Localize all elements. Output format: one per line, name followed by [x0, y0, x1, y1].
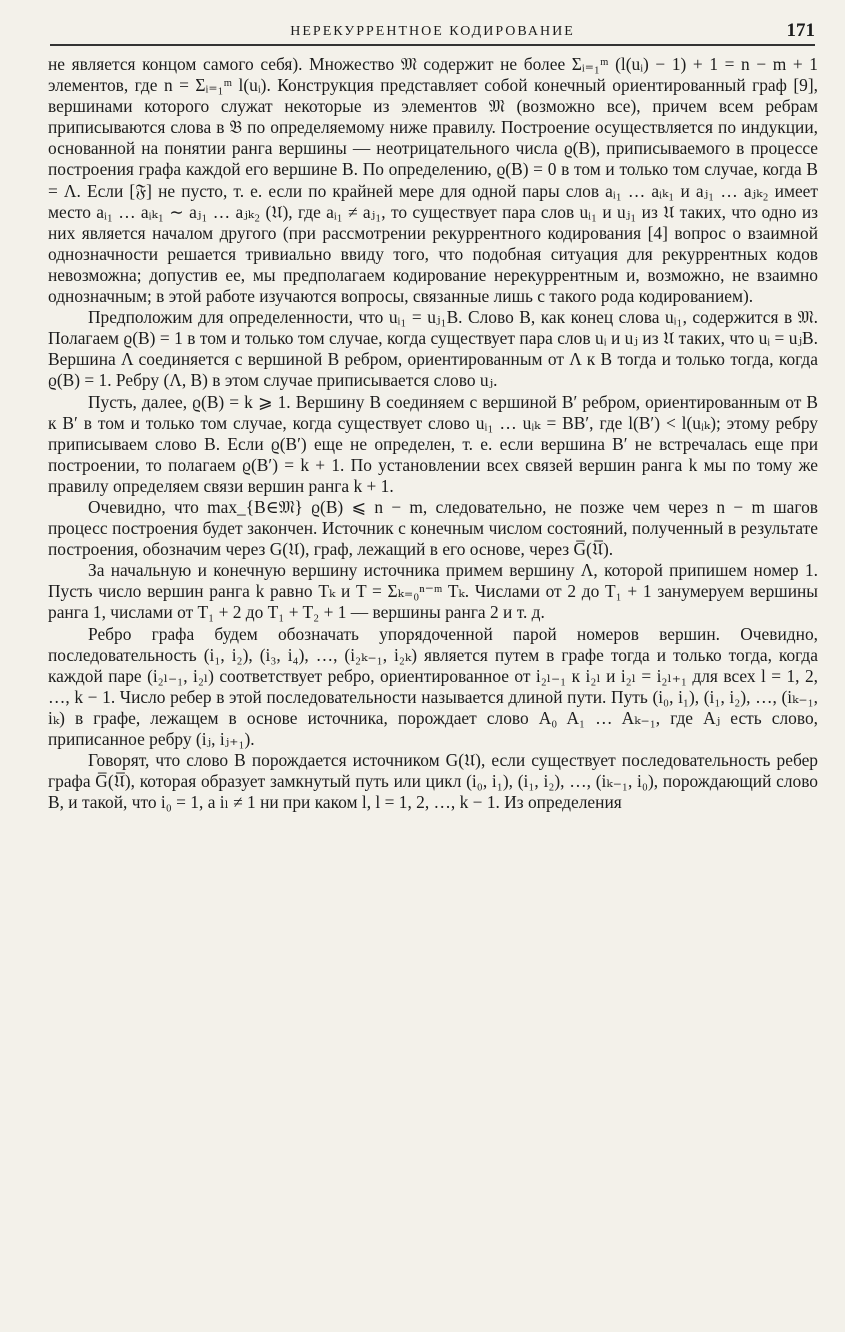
page-header [50, 22, 815, 46]
paragraph: Ребро графа будем обозначать упорядоченной парой номеров вершин. Очевидно, последовательность (i₁, i₂), (i₃, i₄), …, (i₂ₖ₋₁, i₂ₖ) является путем в графе тогда и только тогда, когда каждой паре (i₂ₗ₋₁, i₂ₗ) соответствует ребро, ориентированное от i₂ₗ₋₁ к i₂ₗ и i₂ₗ = i₂ₗ₊₁ для всех l = 1, 2, …, k − 1. Число ребер в этой последовательности называется длиной пути. Путь (i₀, i₁), (i₁, i₂), …, (iₖ₋₁, iₖ) в графе, лежащем в основе источника, порождает слово A₀ A₁ … Aₖ₋₁, где Aⱼ есть слово, приписанное ребру (iⱼ, iⱼ₊₁). [48, 623, 818, 749]
paragraph: За начальную и конечную вершину источника примем вершину Λ, которой припишем номер 1. Пусть число вершин ранга k равно Tₖ и T = Σₖ₌₀ⁿ⁻ᵐ Tₖ. Числами от 2 до T₁ + 1 занумеруем вершины ранга 1, числами от T₁ + 2 до T₁ + T₂ + 1 — вершины ранга 2 и т. д. [48, 560, 818, 623]
paragraph: не является концом самого себя). Множество 𝔐 содержит не более Σᵢ₌₁ᵐ (l(uᵢ) − 1) + 1 = n − m + 1 элементов, где n = Σᵢ₌₁ᵐ l(uᵢ). Конструкция представляет собой конечный ориентированный граф [9], вершинами которого служат некоторые из элементов 𝔐 (возможно все), причем всем ребрам приписываются слова в 𝔅 по определяемому ниже правилу. Построение осуществляется по индукции, основанной на понятии ранга вершины — неотрицательного числа ϱ(B), приписываемого в процессе построения графа каждой его вершине B. По определению, ϱ(B) = 0 в том и только том случае, когда B = Λ. Если [𝔉] не пусто, т. е. если по крайней мере для одной пары слов aᵢ₁ … aᵢₖ₁ и aⱼ₁ … aⱼₖ₂ имеет место aᵢ₁ … aᵢₖ₁ ∼ aⱼ₁ … aⱼₖ₂ (𝔘), где aᵢ₁ ≠ aⱼ₁, то существует пара слов uᵢ₁ и uⱼ₁ из 𝔘 таких, что одно из них является началом другого (при рассмотрении рекуррентного кодирования [4] вопрос о взаимной однозначности решается тривиально ввиду того, что подобная ситуация для рекуррентных кодов невозможна; допустив ее, мы предполагаем кодирование нерекуррентным и, возможно, не взаимно однозначным; в этой работе изучаются вопросы, связанные лишь с такого рода кодированием). [48, 54, 818, 307]
paragraph: Очевидно, что max_{B∈𝔐} ϱ(B) ⩽ n − m, следовательно, не позже чем через n − m шагов процесс построения будет закончен. Источник с конечным числом состояний, полученный в результате построения, обозначим через G(𝔘), граф, лежащий в его основе, через G̅(𝔘̅). [48, 496, 818, 560]
page-number: 171 [786, 20, 815, 41]
paragraph: Пусть, далее, ϱ(B) = k ⩾ 1. Вершину B соединяем с вершиной B′ ребром, ориентированным от B к B′ в том и только том случае, когда существует слово uᵢ₁ … uᵢₖ = BB′, где l(B′) < l(uᵢₖ); этому ребру приписываем слово B. Если ϱ(B′) еще не определен, т. е. если вершина B′ не встречалась еще при построении, то полагаем ϱ(B′) = k + 1. По установлении всех связей вершин ранга k мы по тому же правилу определяем связи вершин ранга k + 1. [48, 391, 818, 496]
paragraph: Говорят, что слово B порождается источником G(𝔘), если существует последовательность ребер графа G̅(𝔘̅), которая образует замкнутый путь или цикл (i₀, i₁), (i₁, i₂), …, (iₖ₋₁, i₀), порождающий слово B, и такой, что i₀ = 1, а iₗ ≠ 1 ни при каком l, l = 1, 2, …, k − 1. Из определения [48, 750, 818, 813]
page-body [48, 54, 818, 1322]
running-title: НЕРЕКУРРЕНТНОЕ КОДИРОВАНИЕ [290, 24, 575, 39]
paragraph: Предположим для определенности, что uᵢ₁ = uⱼ₁B. Слово B, как конец слова uᵢ₁, содержится в 𝔐. Полагаем ϱ(B) = 1 в том и только том случае, когда существует пара слов uᵢ и uⱼ из 𝔘 таких, что uᵢ = uⱼB. Вершина Λ соединяется с вершиной B ребром, ориентированным от Λ к B тогда и только тогда, когда ϱ(B) = 1. Ребру (Λ, B) в этом случае приписывается слово uⱼ. [48, 307, 818, 391]
